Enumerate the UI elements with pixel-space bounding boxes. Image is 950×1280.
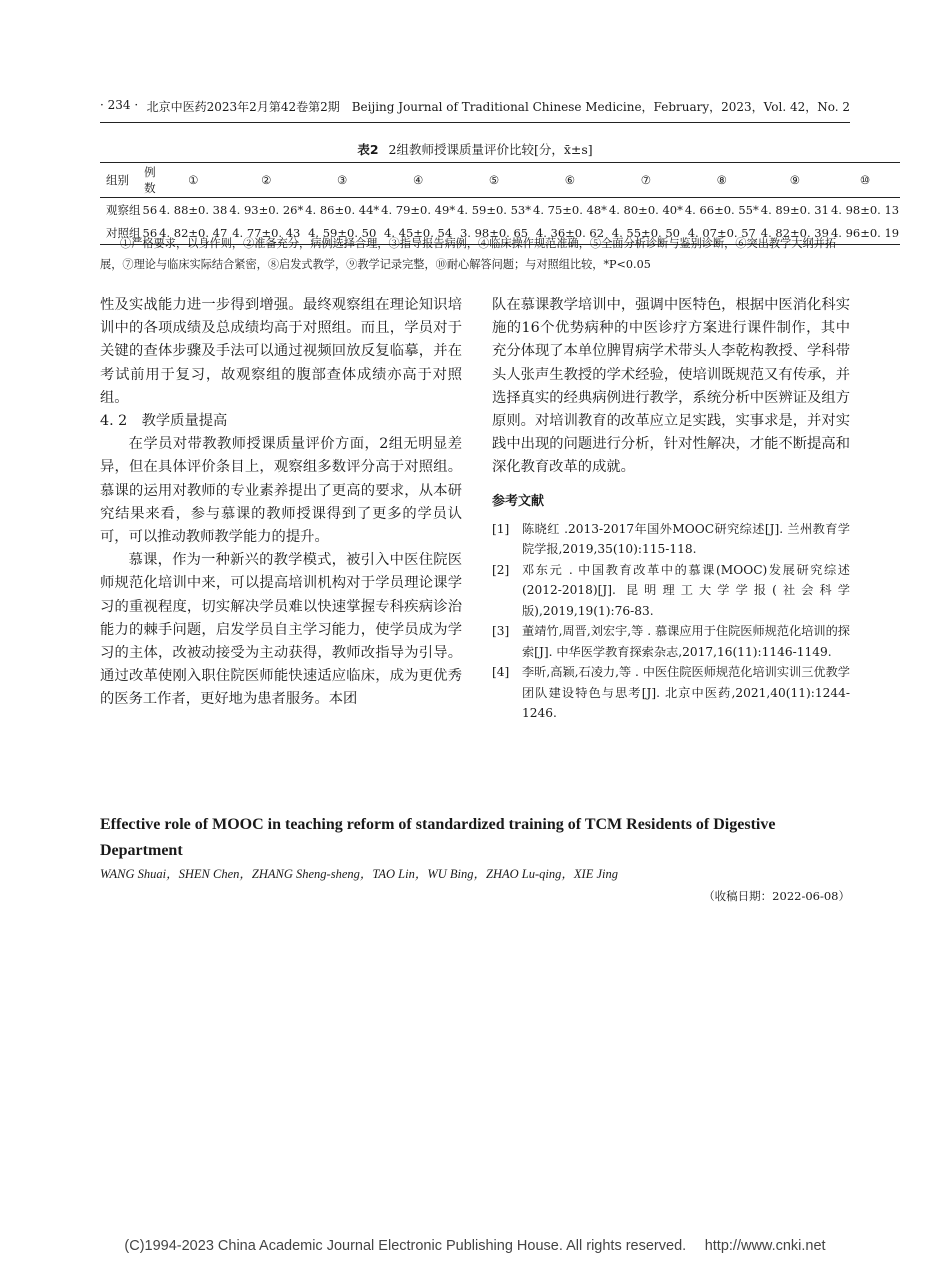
left-column xyxy=(100,294,462,712)
table-cell: 4. 98±0. 13 xyxy=(830,202,900,217)
table-header-cell: ⑨ xyxy=(760,163,830,198)
reference-item xyxy=(492,662,850,724)
table-cell: 3. 98±0. 65 xyxy=(456,221,532,245)
table-cell: 4. 79±0. 49* xyxy=(381,202,456,217)
table-cell: 56 xyxy=(142,221,159,245)
table-cell: 4. 66±0. 55* xyxy=(684,202,759,217)
section-heading: 4. 2 教学质量提高 xyxy=(100,413,228,430)
table-cell: 4. 55±0. 50 xyxy=(608,221,684,245)
table-cell: 4. 45±0. 54 xyxy=(380,221,456,245)
reference-text: 陈晓红 .2013-2017年国外MOOC研究综述[J]. 兰州教育学院学报,2019,35(10):115-118. xyxy=(522,521,850,557)
table-cell: 对照组 xyxy=(100,221,142,245)
right-column xyxy=(492,294,850,724)
table-label: 表2 xyxy=(357,142,379,157)
table-cell: 4. 75±0. 48* xyxy=(533,202,607,217)
reference-text: 李昕,高颖,石凌力,等 . 中医住院医师规范化培训实训三优教学团队建设特色与思考[J]. 北京中医药,2021,40(11):1244-1246. xyxy=(522,665,850,721)
table-caption xyxy=(100,140,850,158)
reference-text: 董靖竹,周晋,刘宏宇,等 . 慕课应用于住院医师规范化培训的探索[J]. 中华医学教育探索杂志,2017,16(11):1146-1149. xyxy=(522,624,850,659)
table-cell: 4. 82±0. 47 xyxy=(158,221,228,245)
running-header xyxy=(100,98,850,118)
table-cell: 4. 82±0. 39 xyxy=(760,221,830,245)
references-list xyxy=(492,519,850,724)
copyright-footer: (C)1994-2023 China Academic Journal Electronic Publishing House. All rights reserved. http://www.cnki.net xyxy=(124,1238,826,1254)
table-cell: 4. 77±0. 43 xyxy=(228,221,304,245)
table-header-cell: ⑤ xyxy=(456,163,532,198)
journal-citation: 北京中医药2023年2月第42卷第2期 Beijing Journal of Traditional Chinese Medicine，February，2023，Vol. 42，No. 2 xyxy=(146,100,850,114)
reference-number: [4] xyxy=(492,665,510,680)
received-date: （收稿日期：2022-06-08） xyxy=(703,889,850,903)
english-title: Effective role of MOOC in teaching reform of standardized training of TCM Residents of Digestive Department xyxy=(100,816,776,859)
table-header-cell: ⑦ xyxy=(608,163,684,198)
reference-text: 邓东元 . 中国教育改革中的慕课(MOOC)发展研究综述(2012-2018)[J]. 昆明理工大学学报(社会科学版),2019,19(1):76-83. xyxy=(522,562,850,618)
table-cell: 4. 88±0. 38 xyxy=(159,202,228,217)
table-cell: 观察组 xyxy=(106,202,141,217)
reference-number: [3] xyxy=(492,624,510,639)
page-number: · 234 · xyxy=(100,98,139,112)
table-cell: 4. 89±0. 31 xyxy=(760,202,829,217)
table-header-cell: ① xyxy=(158,163,228,198)
table-footnote: ①严格要求，以身作则，②准备充分，病例选择合理，③指导报告病例，④临床操作规范准确，⑤全面分析诊断与鉴别诊断，⑥突出教学大纲并拓展，⑦理论与临床实际结合紧密，⑧启发式教学，⑨教学记录完整，⑩耐心解答问题；与对照组比较，*P<0.05 xyxy=(100,237,837,271)
table-cell: 4. 93±0. 26* xyxy=(229,202,304,217)
table-header-cell: 组别 xyxy=(100,163,142,198)
english-authors: WANG Shuai，SHEN Chen，ZHANG Sheng-sheng，TAO Lin，WU Bing，ZHAO Lu-qing，XIE Jing xyxy=(100,867,618,881)
table-row xyxy=(100,198,900,222)
reference-item xyxy=(492,621,850,662)
body-paragraph: 性及实战能力进一步得到增强。最终观察组在理论知识培训中的各项成绩及总成绩均高于对照组。而且，学员对于关键的查体步骤及手法可以通过视频回放反复临摹，并在考试前用于复习，故观察组的腹部查体成绩亦高于对照组。 xyxy=(100,297,462,406)
reference-item xyxy=(492,560,850,622)
body-paragraph: 在学员对带教教师授课质量评价方面，2组无明显差异，但在具体评价条目上，观察组多数评分高于对照组。慕课的运用对教师的专业素养提出了更高的要求，从本研究结果来看，参与慕课的教师授课得到了更多的学员认可，可以推动教师教学能力的提升。 xyxy=(100,436,462,546)
table-header-cell: ⑧ xyxy=(684,163,760,198)
table-cell: 4. 86±0. 44* xyxy=(305,202,380,217)
table-header-row xyxy=(100,163,900,198)
table-caption-text: 2组教师授课质量评价比较[分，x̄±s] xyxy=(388,142,593,157)
table-header-cell: ⑩ xyxy=(830,163,900,198)
table-cell: 4. 59±0. 53* xyxy=(457,202,531,217)
table-header-cell: ② xyxy=(228,163,304,198)
table-cell: 4. 96±0. 19 xyxy=(830,221,900,245)
table-header-cell: ⑥ xyxy=(532,163,608,198)
table-header-cell: 例数 xyxy=(142,163,159,198)
table-cell: 56 xyxy=(142,202,158,217)
table-header-cell: ③ xyxy=(304,163,380,198)
references-heading: 参考文献 xyxy=(492,493,545,509)
reference-number: [2] xyxy=(492,562,510,577)
reference-item xyxy=(492,519,850,560)
body-paragraph: 慕课，作为一种新兴的教学模式，被引入中医住院医师规范化培训中来，可以提高培训机构对于学员理论课学习的重视程度，切实解决学员难以快速掌握专科疾病诊治能力的棘手问题，启发学员自主学习能力，使学员成为学习的主体，改被动接受为主动获得，教师改指导为引导。通过改革使刚入职住院医师能快速适应临床，成为更优秀的医务工作者，更好地为患者服务。本团 xyxy=(100,552,462,708)
table-cell: 4. 59±0. 50 xyxy=(304,221,380,245)
table-cell: 4. 36±0. 62 xyxy=(532,221,608,245)
header-rule xyxy=(100,122,850,123)
reference-number: [1] xyxy=(492,521,510,536)
table-cell: 4. 07±0. 57 xyxy=(684,221,760,245)
body-paragraph: 队在慕课教学培训中，强调中医特色，根据中医消化科实施的16个优势病种的中医诊疗方案进行课件制作，其中充分体现了本单位脾胃病学术带头人李乾构教授、学科带头人张声生教授的学术经验，使培训既规范又有传承，并选择真实的经典病例进行教学，系统分析中医辨证及组方原则。对培训教育的改革应立足实践，实事求是，并对实践中出现的问题进行分析，针对性解决，才能不断提高和深化教育改革的成就。 xyxy=(492,297,850,476)
table-cell: 4. 80±0. 40* xyxy=(608,202,683,217)
table-header-cell: ④ xyxy=(380,163,456,198)
